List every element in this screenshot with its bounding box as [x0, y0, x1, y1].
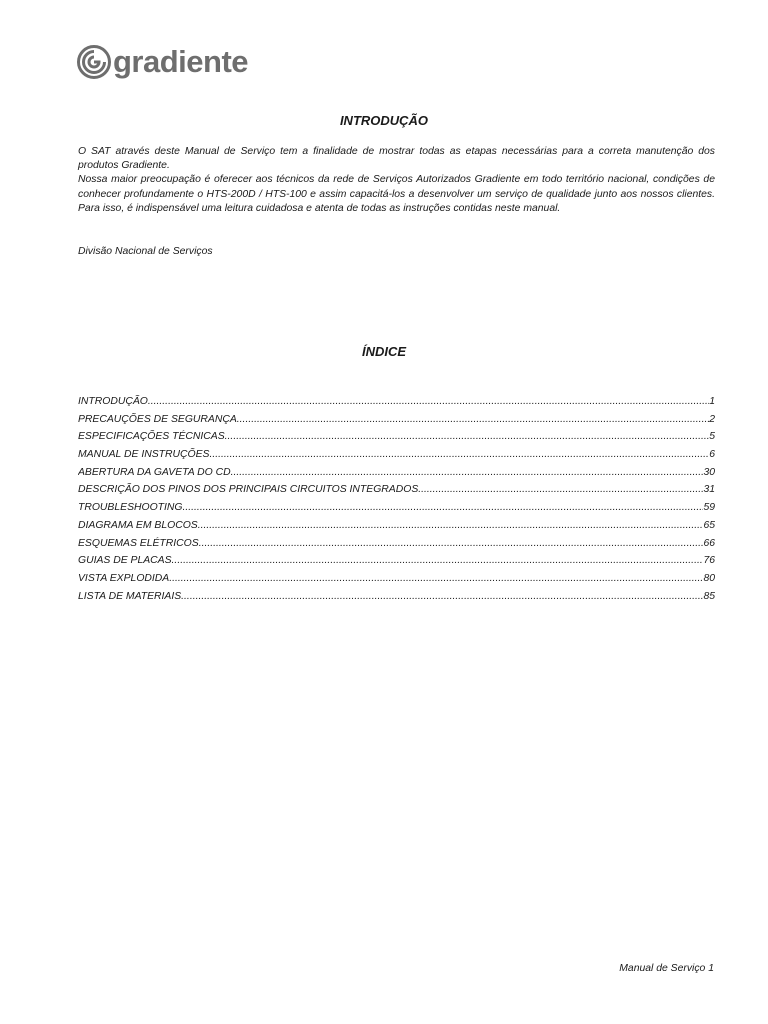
gradiente-swirl-logo-icon	[77, 45, 111, 79]
toc-entry[interactable]	[78, 446, 715, 464]
toc-entry-label: ABERTURA DA GAVETA DO CD	[78, 466, 231, 478]
toc-entry-page: 31	[703, 484, 715, 496]
toc-leader-dots	[225, 428, 710, 446]
toc-entry-page: 2	[709, 413, 715, 425]
toc-entry-page: 30	[703, 466, 715, 478]
toc-leader-dots	[172, 552, 704, 570]
intro-paragraph-2: Nossa maior preocupação é oferecer aos técnicos da rede de Serviços Autorizados Gradiente em todo território nacional, condições de conhecer profundamente o HTS-200D / HTS-100 e assim capacitá-los a desenvolver um serviço de qualidade junto aos nossos clientes. Para isso, é indispensável uma leitura cuidadosa e atenta de todas as instruções contidas neste manual.	[78, 174, 715, 214]
toc-entry-page: 6	[709, 449, 715, 461]
toc-entry[interactable]	[78, 517, 715, 535]
toc-entry[interactable]	[78, 552, 715, 570]
toc-leader-dots	[148, 393, 709, 411]
toc-entry[interactable]	[78, 499, 715, 517]
intro-paragraph-1: O SAT através deste Manual de Serviço tem a finalidade de mostrar todas as etapas necessárias para a correta manutenção dos produtos Gradiente.	[78, 146, 715, 172]
toc-entry-label: VISTA EXPLODIDA	[78, 572, 170, 584]
toc-entry-label: ESQUEMAS ELÉTRICOS	[78, 537, 199, 549]
toc-leader-dots	[169, 570, 703, 588]
index-title: ÍNDICE	[361, 344, 407, 359]
intro-body	[78, 145, 715, 216]
toc-entry[interactable]	[78, 411, 715, 429]
toc-entry-label: DESCRIÇÃO DOS PINOS DOS PRINCIPAIS CIRCUITOS INTEGRADOS	[78, 484, 419, 496]
toc-entry-page: 76	[703, 555, 715, 567]
toc-entry[interactable]	[78, 535, 715, 553]
toc-entry[interactable]	[78, 428, 715, 446]
toc-leader-dots	[209, 446, 709, 464]
toc-entry-label: DIAGRAMA EM BLOCOS	[78, 519, 198, 531]
toc-entry-label: MANUAL DE INSTRUÇÕES	[78, 449, 210, 461]
toc-entry-label: PRECAUÇÕES DE SEGURANÇA	[78, 413, 237, 425]
toc-entry[interactable]	[78, 393, 715, 411]
page-footer: Manual de Serviço 1	[619, 963, 714, 974]
toc-entry[interactable]	[78, 570, 715, 588]
toc-leader-dots	[237, 411, 709, 429]
toc-entry-page: 65	[703, 519, 715, 531]
toc-leader-dots	[199, 535, 704, 553]
table-of-contents	[78, 393, 715, 605]
toc-leader-dots	[231, 464, 704, 482]
intro-signature: Divisão Nacional de Serviços	[78, 246, 213, 257]
toc-leader-dots	[181, 588, 703, 606]
intro-title: INTRODUÇÃO	[339, 113, 429, 128]
toc-entry-page: 66	[703, 537, 715, 549]
toc-leader-dots	[183, 499, 704, 517]
toc-leader-dots	[198, 517, 704, 535]
toc-entry-label: ESPECIFICAÇÕES TÉCNICAS	[78, 431, 225, 443]
brand-wordmark: gradiente	[113, 44, 249, 79]
toc-entry-label: GUIAS DE PLACAS	[78, 555, 172, 567]
toc-entry-page: 1	[709, 396, 715, 407]
toc-entry-label: TROUBLESHOOTING	[78, 502, 183, 514]
toc-entry-page: 80	[703, 572, 715, 584]
toc-entry-page: 85	[703, 590, 715, 602]
toc-entry[interactable]	[78, 464, 715, 482]
toc-leader-dots	[418, 481, 703, 499]
toc-entry-page: 5	[709, 431, 715, 443]
toc-entry[interactable]	[78, 481, 715, 499]
toc-entry[interactable]	[78, 588, 715, 606]
brand-logo	[77, 43, 248, 81]
toc-entry-label: INTRODUÇÃO	[78, 396, 148, 407]
toc-entry-label: LISTA DE MATERIAIS	[78, 590, 182, 602]
toc-entry-page: 59	[703, 502, 715, 514]
